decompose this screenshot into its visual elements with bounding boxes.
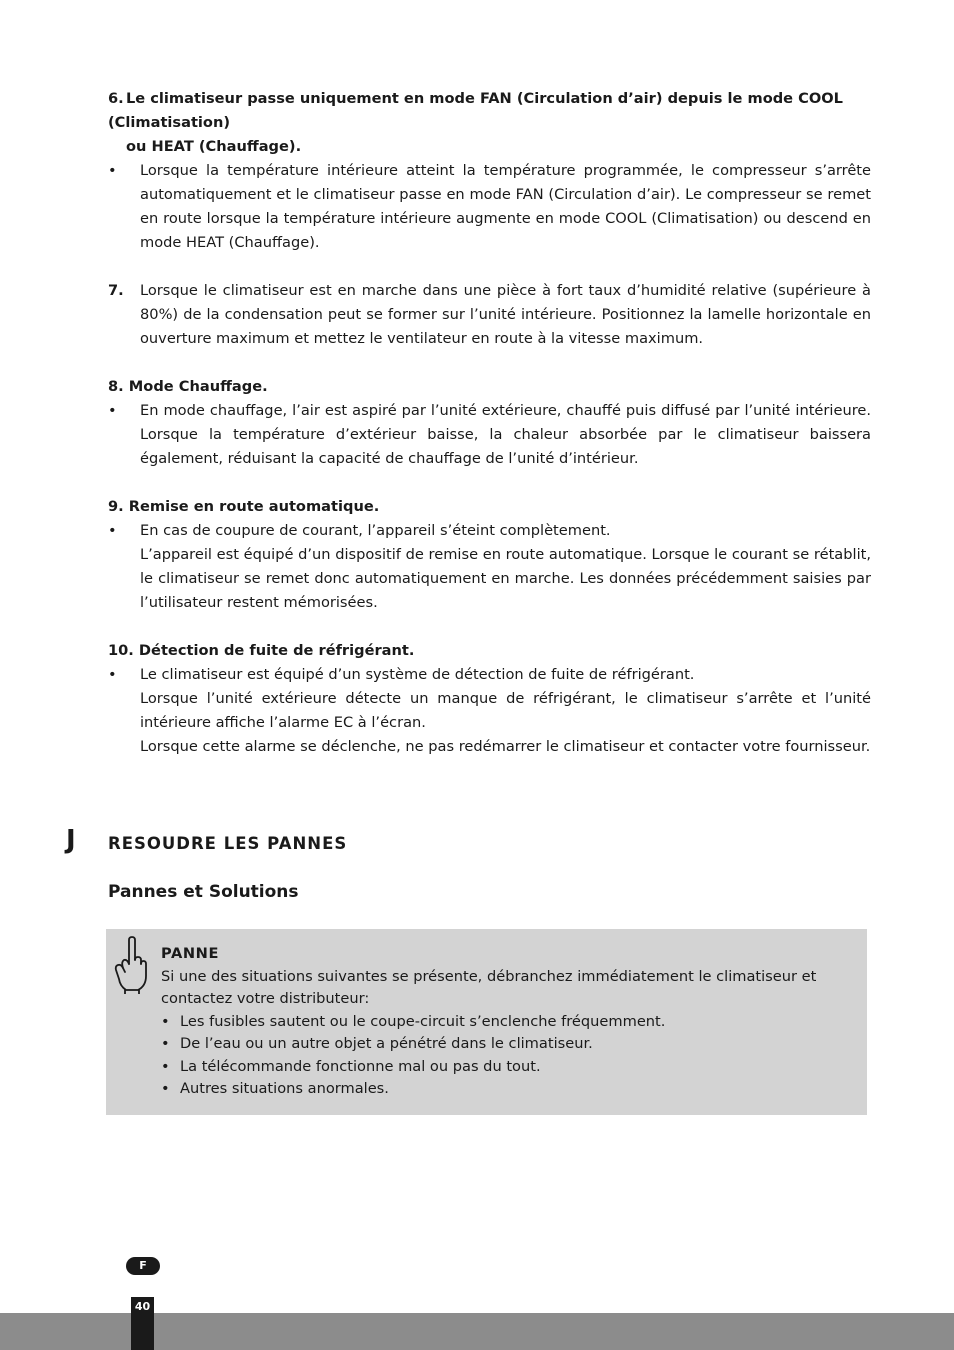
item-6-title bbox=[108, 87, 871, 135]
item-9 bbox=[108, 495, 871, 615]
main-content bbox=[108, 87, 871, 759]
pointing-hand-icon bbox=[112, 934, 148, 994]
item-7-text: Lorsque le climatiseur est en marche dans une pièce à fort taux d’humidité relative (supérieure à 80%) de la condensation peut se former sur l’unité intérieure. Positionnez la lamelle horizontale en ouverture maximum et mettez le ventilateur en route à la vitesse maximum. bbox=[140, 282, 871, 347]
item-10-text-2: Lorsque l’unité extérieure détecte un manque de réfrigérant, le climatiseur s’arrête et l’unité intérieure affiche l’alarme EC à l’écran. bbox=[140, 690, 871, 731]
item-7-number: 7. bbox=[108, 282, 124, 299]
list-item: • Autres situations anormales. bbox=[161, 1078, 861, 1101]
item-7 bbox=[108, 279, 871, 351]
item-6-text: Lorsque la température intérieure atteint la température programmée, le compresseur s’arrête automatiquement et le climatiseur passe en mode FAN (Circulation d’air). Le compresseur se remet en route lorsque la température intérieure augmente en mode COOL (Climatisation) ou descend en mode HEAT (Chauffage). bbox=[140, 162, 871, 251]
item-8-title: 8. Mode Chauffage. bbox=[108, 378, 268, 395]
section-title: RESOUDRE LES PANNES bbox=[108, 834, 348, 853]
item-10 bbox=[108, 639, 871, 759]
bullet-glyph: • bbox=[108, 402, 117, 419]
list-item: • La télécommande fonctionne mal ou pas du tout. bbox=[161, 1056, 861, 1079]
warning-text bbox=[161, 943, 861, 1101]
item-6-title-line1: Le climatiseur passe uniquement en mode FAN (Circulation d’air) depuis le mode COOL (Climatisation) bbox=[108, 90, 843, 131]
subsection-title: Pannes et Solutions bbox=[108, 882, 299, 902]
item-6-bullet-item bbox=[108, 159, 871, 255]
item-8 bbox=[108, 375, 871, 471]
warning-title: PANNE bbox=[161, 945, 220, 962]
bullet-glyph: • bbox=[161, 1080, 170, 1097]
item-9-text-1: En cas de coupure de courant, l’appareil s’éteint complètement. bbox=[140, 522, 611, 539]
warning-box bbox=[106, 929, 867, 1115]
list-item: • Les fusibles sautent ou le coupe-circuit s’enclenche fréquemment. bbox=[161, 1011, 861, 1034]
list-item: • De l’eau ou un autre objet a pénétré dans le climatiseur. bbox=[161, 1033, 861, 1056]
bullet-glyph: • bbox=[161, 1057, 170, 1075]
item-10-title: 10. Détection de fuite de réfrigérant. bbox=[108, 642, 415, 659]
item-9-bullet-item bbox=[108, 519, 871, 615]
bullet-glyph: • bbox=[108, 162, 117, 179]
item-6-title-line2: ou HEAT (Chauffage). bbox=[126, 138, 302, 155]
warning-list bbox=[161, 1011, 861, 1101]
bullet-glyph: • bbox=[108, 666, 117, 683]
item-10-text-1: Le climatiseur est équipé d’un système de détection de fuite de réfrigérant. bbox=[140, 666, 695, 683]
item-10-text-3: Lorsque cette alarme se déclenche, ne pas redémarrer le climatiseur et contacter votre fournisseur. bbox=[140, 738, 871, 755]
item-8-bullet-item bbox=[108, 399, 871, 471]
warning-intro: Si une des situations suivantes se présente, débranchez immédiatement le climatiseur et contactez votre distributeur: bbox=[161, 967, 817, 1007]
item-9-text-2: L’appareil est équipé d’un dispositif de remise en route automatique. Lorsque le courant se rétablit, le climatiseur se remet donc automatiquement en marche. Les données précédemment saisies par l’utilisateur restent mémorisées. bbox=[140, 546, 871, 611]
item-6 bbox=[108, 87, 871, 255]
item-10-bullet-item bbox=[108, 663, 871, 759]
section-letter: J bbox=[66, 825, 76, 855]
item-6-number: 6. bbox=[108, 90, 124, 107]
item-9-title: 9. Remise en route automatique. bbox=[108, 498, 380, 515]
bullet-glyph: • bbox=[161, 1012, 170, 1030]
bullet-glyph: • bbox=[108, 522, 117, 539]
item-8-text: En mode chauffage, l’air est aspiré par l’unité extérieure, chauffé puis diffusé par l’unité intérieure. Lorsque la température d’extérieur baisse, la chaleur absorbée par le climatiseur baissera également, réduisant la capacité de chauffage de l’unité d’intérieur. bbox=[140, 402, 871, 467]
page-number: 40 bbox=[131, 1297, 154, 1350]
language-badge: F bbox=[126, 1257, 160, 1275]
bullet-glyph: • bbox=[161, 1035, 170, 1052]
